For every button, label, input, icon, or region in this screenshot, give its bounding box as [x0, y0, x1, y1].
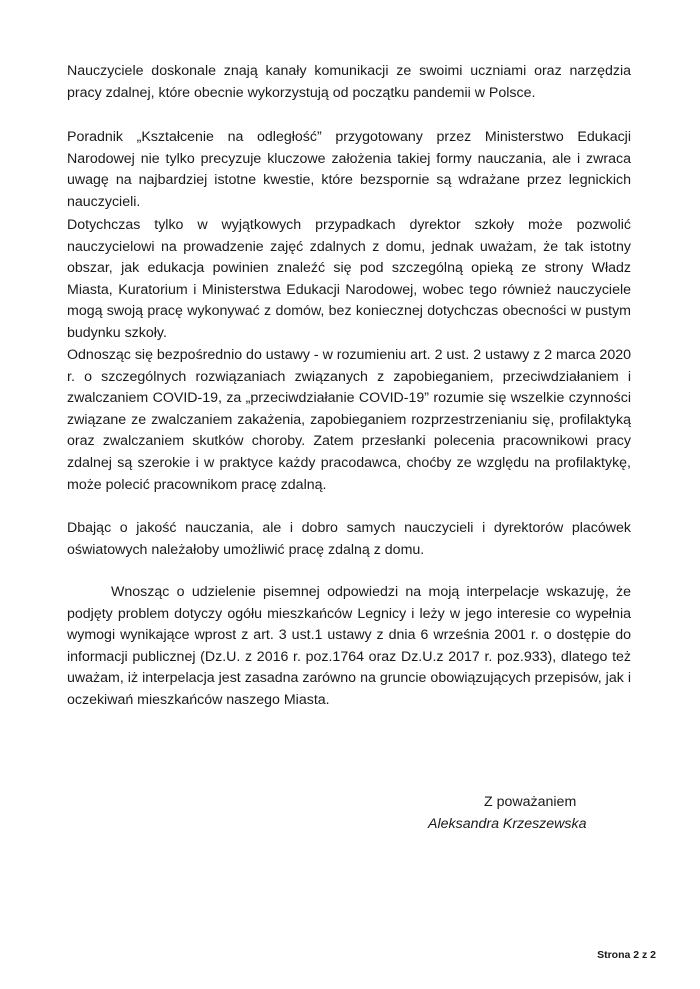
page-number: Strona 2 z 2 — [597, 949, 656, 961]
paragraph-6: Wnosząc o udzielenie pisemnej odpowiedzi na moją interpelacje wskazuję, że podjęty problem dotyczy ogółu mieszkańców Legnicy i leży w jego interesie co wypełnia wymogi wynikające wprost z art. 3 ust.1 ustawy z dnia 6 września 2001 r. o dostępie do informacji publicznej (Dz.U. z 2016 r. poz.1764 oraz Dz.U.z 2017 r. poz.933), dlatego też uważam, iż interpelacja jest zasadna zarówno na gruncie obowiązujących przepisów, jak i oczekiwań mieszkańców naszego Miasta. — [67, 584, 631, 708]
paragraph-5: Dbając o jakość nauczania, ale i dobro samych nauczycieli i dyrektorów placówek oświatowych należałoby umożliwić pracę zdalną z domu. — [67, 520, 631, 558]
signature-greeting: Z poważaniem — [484, 794, 577, 810]
paragraph-3: Dotychczas tylko w wyjątkowych przypadkach dyrektor szkoły może pozwolić nauczycielowi na prowadzenie zajęć zdalnych z domu, jednak uważam, że tak istotny obszar, jak edukacja powinien znaleźć się pod szczególną opieką ze strony Władz Miasta, Kuratorium i Ministerstwa Edukacji Narodowej, wobec tego również nauczyciele mogą swoją pracę wykonywać z domów, bez koniecznej dotychczas obecności w pustym budynku szkoły. — [67, 217, 631, 341]
paragraph-1: Nauczyciele doskonale znają kanały komunikacji ze swoimi uczniami oraz narzędzia pracy zdalnej, które obecnie wykorzystują od początku pandemii w Polsce. — [67, 63, 631, 101]
paragraph-4: Odnosząc się bezpośrednio do ustawy - w rozumieniu art. 2 ust. 2 ustawy z 2 marca 2020 r. o szczególnych rozwiązaniach związanych z zapobieganiem, przeciwdziałaniem i zwalczaniem COVID-19, za „przeciwdziałanie COVID-19” rozumie się wszelkie czynności związane ze zwalczaniem zakażenia, zapobieganiem rozprzestrzenianiu się, profilaktyką oraz zwalczaniem skutków choroby. Zatem przesłanki polecenia pracownikowi pracy zdalnej są szerokie i w praktyce każdy pracodawca, choćby ze względu na profilaktykę, może polecić pracownikom pracę zdalną. — [67, 347, 631, 493]
signature-name: Aleksandra Krzeszewska — [428, 816, 587, 832]
paragraph-2: Poradnik „Kształcenie na odległość” przygotowany przez Ministerstwo Edukacji Narodowej nie tylko precyzuje kluczowe założenia takiej formy nauczania, ale i zwraca uwagę na najbardziej istotne kwestie, które bezspornie są wdrażane przez legnickich nauczycieli. — [67, 129, 631, 210]
